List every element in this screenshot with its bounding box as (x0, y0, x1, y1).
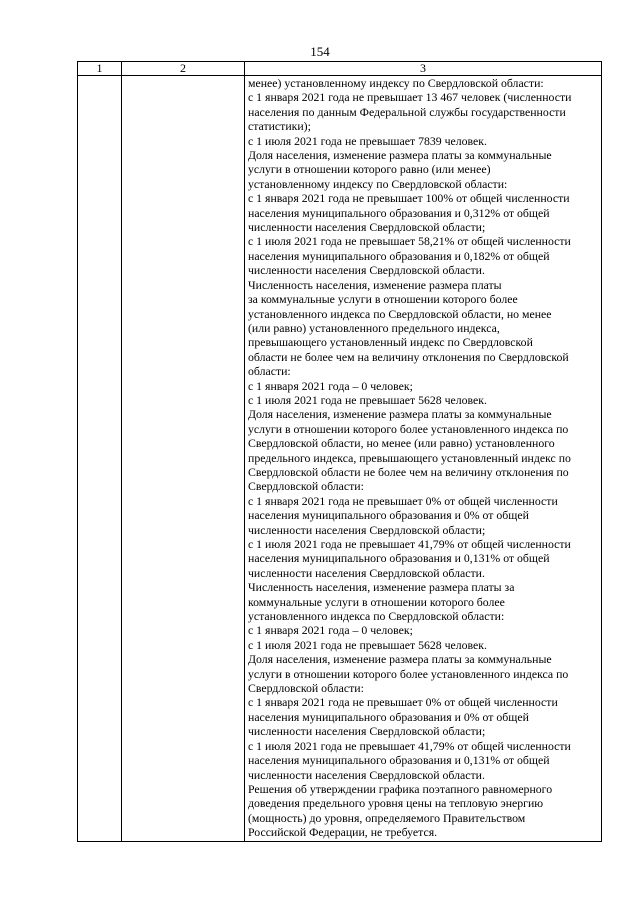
text-line: области: (248, 364, 291, 379)
text-line: населения муниципального образования и 0,131% от общей (248, 753, 550, 768)
cell-col-3-text (245, 76, 602, 842)
text-line: населения муниципального образования и 0% от общей (248, 508, 529, 523)
text-line: Численность населения, изменение размера платы (248, 277, 502, 292)
text-line: превышающего установленный индекс по Свердловской (248, 335, 533, 350)
text-line: Доля населения, изменение размера платы за коммунальные (248, 148, 552, 163)
table-header-row (78, 62, 602, 76)
text-line: за коммунальные услуги в отношении которого более (248, 292, 518, 307)
text-line: численности населения Свердловской области; (248, 724, 486, 739)
text-line: Свердловской области: (248, 479, 364, 494)
text-line: с 1 июля 2021 года не превышает 58,21% от общей численности (248, 234, 571, 249)
text-line: населения муниципального образования и 0% от общей (248, 709, 529, 724)
text-line: населения по данным Федеральной службы государственности (248, 104, 566, 119)
text-line: (или равно) установленного предельного индекса, (248, 320, 500, 335)
table-row (78, 76, 602, 842)
text-line: услуги в отношении которого более установленного индекса по (248, 666, 569, 681)
text-line: Доля населения, изменение размера платы за коммунальные (248, 407, 552, 422)
text-line: менее) установленному индексу по Свердловской области: (248, 76, 544, 90)
text-line: численности населения Свердловской области. (248, 565, 485, 580)
text-line: услуги в отношении которого более установленного индекса по (248, 421, 569, 436)
text-line: Решения об утверждении графика поэтапного равномерного (248, 781, 553, 796)
text-line: численности населения Свердловской области. (248, 767, 485, 782)
text-line: Российской Федерации, не требуется. (248, 825, 438, 840)
text-line: с 1 января 2021 года – 0 человек; (248, 378, 413, 393)
cell-col-2 (122, 76, 245, 842)
text-line: населения муниципального образования и 0,182% от общей (248, 248, 550, 263)
text-line: Свердловской области не более чем на величину отклонения по (248, 464, 569, 479)
text-line: Свердловской области, но менее (или равно) установленного (248, 436, 555, 451)
text-line: с 1 июля 2021 года не превышает 41,79% от общей численности (248, 738, 571, 753)
text-line: Численность населения, изменение размера платы за (248, 580, 515, 595)
text-line: установленному индексу по Свердловской области: (248, 176, 508, 191)
text-line: населения муниципального образования и 0,312% от общей (248, 205, 550, 220)
column-header-3: 3 (245, 62, 602, 76)
text-line: с 1 июля 2021 года не превышает 5628 человек. (248, 392, 487, 407)
text-line: установленного индекса по Свердловской области: (248, 609, 505, 624)
text-line: услуги в отношении которого равно (или менее) (248, 162, 491, 177)
text-line: с 1 июля 2021 года не превышает 5628 человек. (248, 637, 487, 652)
text-line: с 1 января 2021 года не превышает 0% от общей численности (248, 695, 558, 710)
text-line: предельного индекса, превышающего установленный индекс по (248, 450, 571, 465)
text-line: численности населения Свердловской области. (248, 263, 485, 278)
page-number: 154 (310, 44, 330, 59)
text-line: с 1 июля 2021 года не превышает 41,79% от общей численности (248, 537, 571, 551)
text-line: с 1 января 2021 года не превышает 0% от общей численности (248, 493, 558, 508)
text-line: установленного индекса по Свердловской области, но менее (248, 306, 552, 321)
text-line: статистики); (248, 119, 311, 134)
text-line: с 1 января 2021 года не превышает 100% от общей численности (248, 191, 570, 206)
text-line: коммунальные услуги в отношении которого более (248, 594, 505, 609)
text-line: с 1 января 2021 года не превышает 13 467 человек (численности (248, 90, 572, 105)
text-line: Доля населения, изменение размера платы за коммунальные (248, 652, 552, 667)
text-line: с 1 января 2021 года – 0 человек; (248, 623, 413, 638)
cell-col-1 (78, 76, 122, 842)
column-header-1: 1 (78, 62, 122, 76)
column-header-2: 2 (122, 62, 245, 76)
text-line: (мощность) до уровня, определяемого Правительством (248, 810, 526, 825)
text-line: доведения предельного уровня цены на тепловую энергию (248, 796, 544, 811)
text-line: с 1 июля 2021 года не превышает 7839 человек. (248, 133, 487, 148)
text-line: населения муниципального образования и 0,131% от общей (248, 551, 550, 566)
text-line: численности населения Свердловской области; (248, 522, 486, 537)
text-line: численности населения Свердловской области; (248, 220, 486, 235)
text-line: Свердловской области: (248, 681, 364, 696)
document-table (77, 61, 602, 842)
text-line: области не более чем на величину отклонения по Свердловской (248, 349, 569, 364)
